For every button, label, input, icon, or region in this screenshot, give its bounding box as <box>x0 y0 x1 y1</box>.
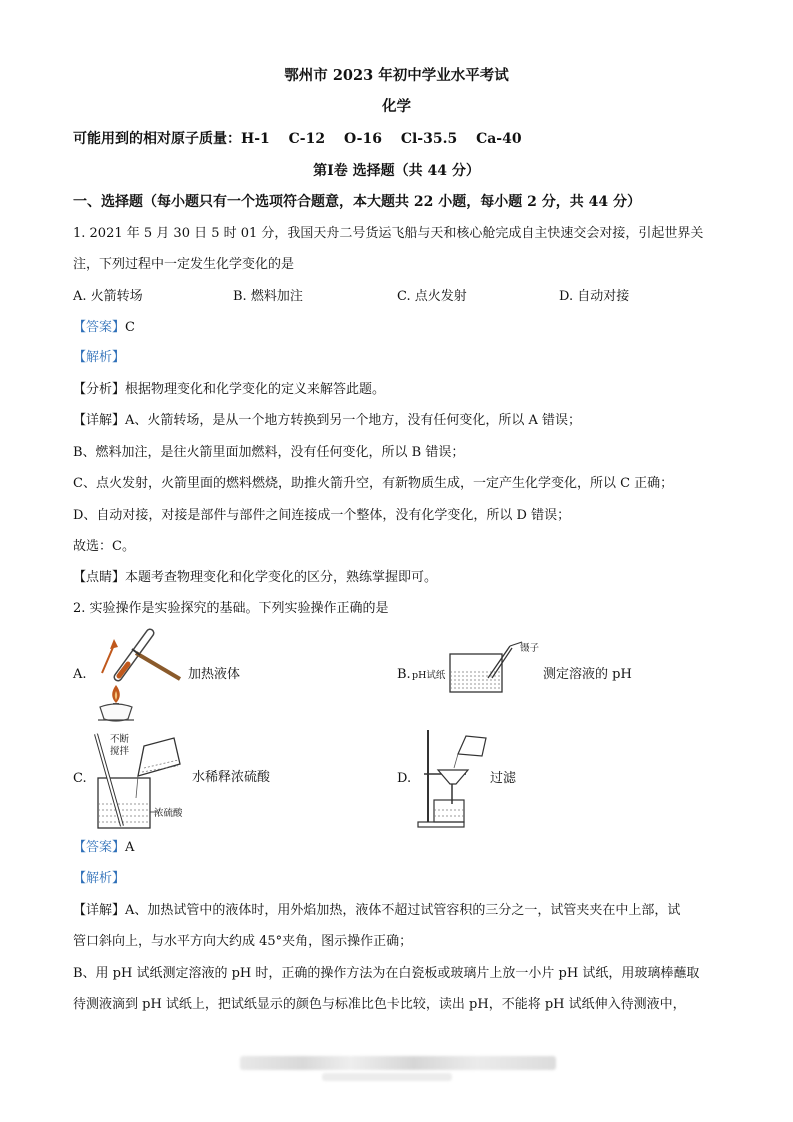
q1-option-c: C. 点火发射 <box>397 289 467 304</box>
q1-detail-c: C、点火发射，火箭里面的燃料燃烧，助推火箭升空，有新物质生成，一定产生化学变化，所以 C 正确； <box>73 476 674 491</box>
q1-stem-line1: 1. 2021 年 5 月 30 日 5 时 01 分，我国天舟二号货运飞船与天和核心舱完成自主快速交会对接，引起世界关 <box>73 226 704 241</box>
answer-value: C <box>125 320 135 335</box>
detail-tag: 【详解】 <box>73 903 126 918</box>
water-label: 水 <box>192 770 206 785</box>
blurred-footer-watermark-2 <box>322 1073 452 1081</box>
q1-options <box>73 288 629 306</box>
comment-tag: 【点睛】 <box>73 570 126 585</box>
q1-detail-a <box>73 412 581 430</box>
q2-option-b-letter: B. <box>397 667 411 682</box>
blurred-footer-watermark <box>240 1056 556 1070</box>
ph-paper-label: pH试纸 <box>412 670 446 681</box>
q2-detail-b2: 待测液滴到 pH 试纸上，把试纸显示的颜色与标准比色卡比较，读出 pH，不能将 pH 试纸伸入待测液中， <box>73 997 686 1012</box>
section-title: 第Ⅰ卷 选择题（共 44 分） <box>313 163 480 179</box>
q1-detail-d: D、自动对接，对接是部件与部件之间连接成一个整体，没有化学变化，所以 D 错误； <box>73 508 571 523</box>
detail-a1-text: A、加热试管中的液体时，用外焰加热，液体不超过试管容积的三分之一，试管夹夹在中上部，试 <box>125 903 681 918</box>
atomic-masses: 可能用到的相对原子质量：H-1 C-12 O-16 Cl-35.5 Ca-40 <box>73 131 522 147</box>
filtration-apparatus-icon <box>412 726 492 830</box>
stir-label-1: 不断 <box>110 734 130 745</box>
comment-text: 本题考查物理变化和化学变化的区分，熟练掌握即可。 <box>125 570 438 585</box>
acid-label: 浓硫酸 <box>154 808 183 819</box>
fenxi-tag: 【分析】 <box>73 382 126 397</box>
tweezers-label: 镊子 <box>520 643 540 654</box>
q2-answer <box>73 839 134 857</box>
answer-value: A <box>125 840 135 855</box>
q1-detail-b: B、燃料加注，是往火箭里面加燃料，没有任何变化，所以 B 错误； <box>73 445 465 460</box>
q1-fenxi <box>73 381 385 399</box>
q2-option-a-text: 加热液体 <box>188 667 241 682</box>
stir-label-2: 搅拌 <box>110 746 130 757</box>
q2-option-a-letter: A. <box>73 667 87 682</box>
q1-analysis-tag: 【解析】 <box>73 350 126 365</box>
q2-option-b-text: 测定溶液的 pH <box>543 667 632 682</box>
q2-option-c-letter: C. <box>73 771 87 786</box>
q2-analysis-tag: 【解析】 <box>73 871 126 886</box>
heating-test-tube-icon <box>88 625 184 723</box>
q1-conclusion: 故选：C。 <box>73 539 135 554</box>
detail-a-text: A、火箭转场，是从一个地方转换到另一个地方，没有任何变化，所以 A 错误； <box>125 413 582 428</box>
answer-tag: 【答案】 <box>73 840 126 855</box>
q2-option-d-text: 过滤 <box>490 771 517 786</box>
q1-option-b: B. 燃料加注 <box>233 289 303 304</box>
q2-detail-a1 <box>73 902 680 920</box>
detail-tag: 【详解】 <box>73 413 126 428</box>
q1-comment <box>73 569 437 587</box>
fenxi-text: 根据物理变化和化学变化的定义来解答此题。 <box>125 382 386 397</box>
exam-title: 鄂州市 2023 年初中学业水平考试 <box>284 67 509 84</box>
q2-stem: 2. 实验操作是实验探究的基础。下列实验操作正确的是 <box>73 601 389 616</box>
q1-option-a: A. 火箭转场 <box>73 289 143 304</box>
q1-stem-line2: 注，下列过程中一定发生化学变化的是 <box>73 257 295 272</box>
subject-title: 化学 <box>382 98 411 115</box>
q1-option-d: D. 自动对接 <box>559 289 630 304</box>
part-title: 一、选择题（每小题只有一个选项符合题意，本大题共 22 小题，每小题 2 分，共 44 分） <box>73 194 641 210</box>
answer-tag: 【答案】 <box>73 320 126 335</box>
q2-option-c-text: 稀释浓硫酸 <box>205 770 271 785</box>
q2-detail-b1: B、用 pH 试纸测定溶液的 pH 时，正确的操作方法为在白瓷板或玻璃片上放一小片 pH 试纸，用玻璃棒蘸取 <box>73 966 700 981</box>
q1-answer <box>73 319 135 337</box>
q2-detail-a2: 管口斜向上，与水平方向大约成 45°夹角，图示操作正确； <box>73 934 413 949</box>
q2-option-d-letter: D. <box>397 771 412 786</box>
